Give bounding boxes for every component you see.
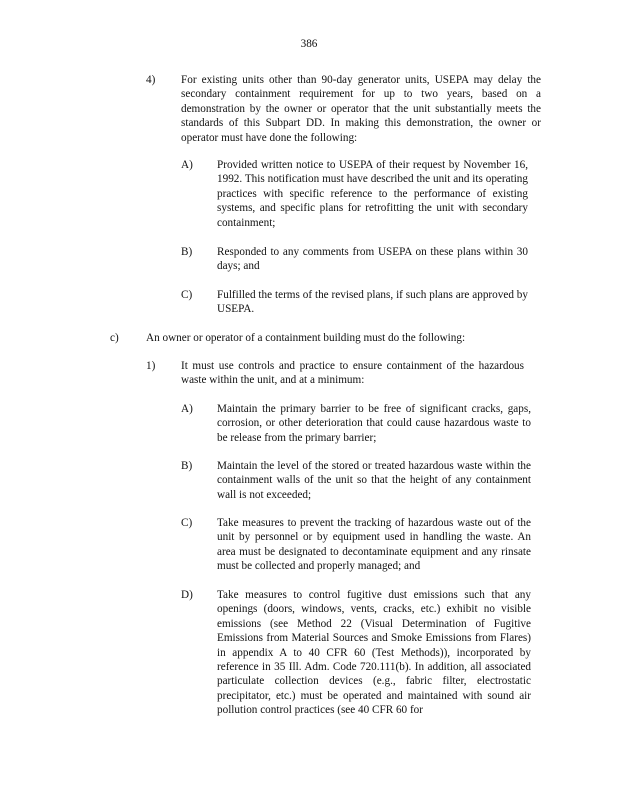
subitem-label: B) [181, 246, 193, 258]
page-number: 386 [300, 38, 318, 50]
subitem-label: B) [181, 460, 193, 472]
subitem-label: A) [181, 403, 193, 415]
subitem-text: Maintain the level of the stored or treated hazardous waste within the containment walls of the unit so that the height of any containment wall is not exceeded; [217, 460, 531, 501]
item-label: 1) [146, 360, 156, 372]
item-label: c) [110, 332, 119, 344]
subitem-label: A) [181, 159, 193, 171]
item-label: 4) [146, 74, 156, 86]
subitem-label: D) [181, 589, 193, 601]
paragraph: It must use controls and practice to ensure containment of the hazardous waste within the unit, and at a minimum: [181, 360, 524, 387]
subitem-text: Maintain the primary barrier to be free of significant cracks, gaps, corrosion, or other deterioration that could cause hazardous waste to be release from the primary barrier; [217, 403, 531, 444]
subitem-text: Take measures to control fugitive dust emissions such that any openings (doors, windows, vents, cracks, etc.) exhibit no visible emissions (see Method 22 (Visual Determination of Fugitive Emissions from Material Sources and Smoke Emissions from Flares) in appendix A to 40 CFR 60 (Test Methods)), incorporated by reference in 35 Ill. Adm. Code 720.111(b). In addition, all associated particulate collection devices (e.g., fabric filter, electrostatic precipitator, etc.) must be operated and maintained with sound air pollution control practices (see 40 CFR 60 for [217, 589, 531, 717]
subitem-label: C) [181, 289, 193, 301]
subitem-text: Responded to any comments from USEPA on these plans within 30 days; and [217, 246, 528, 273]
subitem-text: Fulfilled the terms of the revised plans, if such plans are approved by USEPA. [217, 289, 528, 316]
subitem-text: Provided written notice to USEPA of their request by November 16, 1992. This notification must have described the unit and its operating practices with specific reference to the performance of existing systems, and specific plans for retrofitting the unit with secondary containment; [217, 159, 528, 229]
paragraph: An owner or operator of a containment building must do the following: [146, 332, 466, 344]
subitem-text: Take measures to prevent the tracking of hazardous waste out of the unit by personnel or by equipment used in handling the waste. An area must be designated to decontaminate equipment and any rinsate must be collected and properly managed; and [217, 517, 531, 573]
subitem-label: C) [181, 517, 193, 529]
paragraph: For existing units other than 90-day generator units, USEPA may delay the secondary containment requirement for up to two years, based on a demonstration by the owner or operator that the unit substantially meets the standards of this Subpart DD. In making this demonstration, the owner or operator must have done the following: [181, 74, 541, 144]
